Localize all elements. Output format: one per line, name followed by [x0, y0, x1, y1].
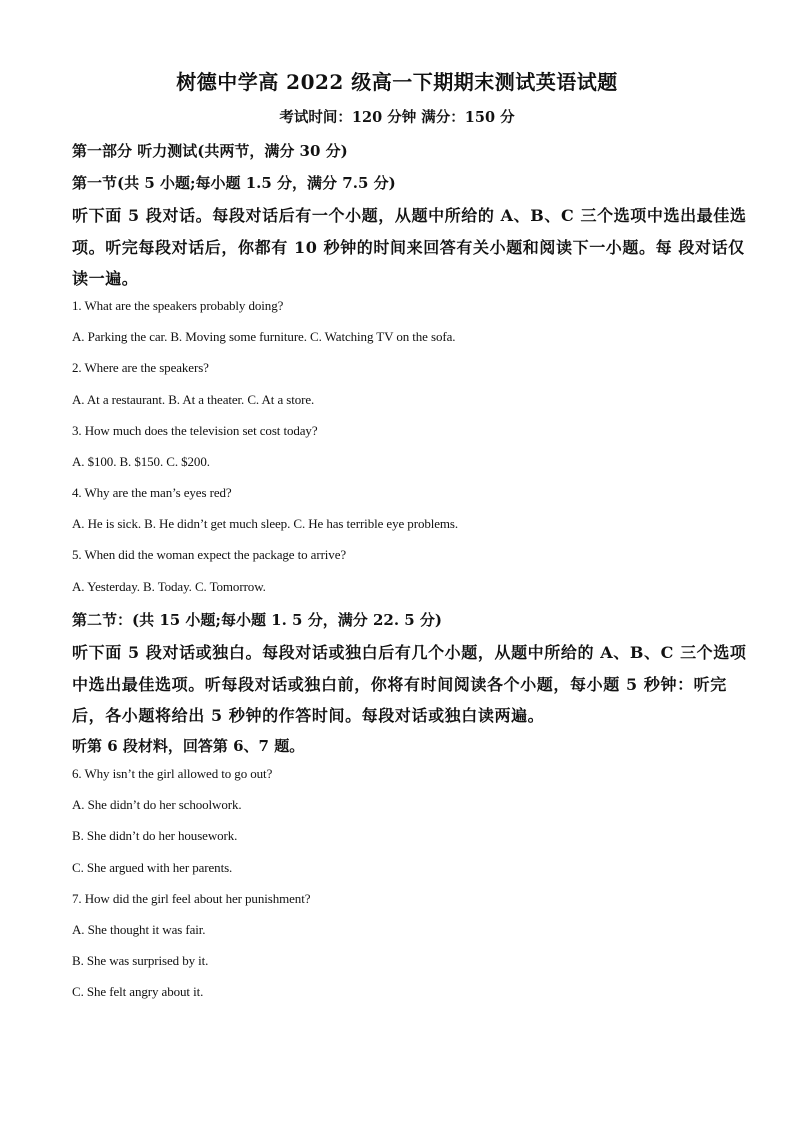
section1-heading: 第一节(共 5 小题;每小题 1.5 分，满分 7.5 分)	[72, 174, 396, 192]
question-2-options: A. At a restaurant. B. At a theater. C. At a store.	[72, 392, 315, 407]
material-6-heading: 听第 6 段材料，回答第 6、7 题。	[72, 737, 305, 755]
question-1-options: A. Parking the car. B. Moving some furniture. C. Watching TV on the sofa.	[72, 329, 456, 344]
section2-instructions-line-3: 后，各小题将给出 5 秒钟的作答时间。每段对话或独白读两遍。	[72, 706, 545, 725]
section2-instructions-line-2: 中选出最佳选项。听每段对话或独白前，你将有时间阅读各个小题，每小题 5 秒钟：听完	[72, 675, 727, 694]
question-7-option-b: B. She was surprised by it.	[72, 953, 209, 968]
question-4: 4. Why are the man’s eyes red?	[72, 485, 232, 500]
part1-heading: 第一部分 听力测试(共两节，满分 30 分)	[72, 142, 348, 160]
section2-heading: 第二节：(共 15 小题;每小题 1. 5 分，满分 22. 5 分)	[72, 611, 443, 629]
exam-title: 树德中学高 2022 级高一下期期末测试英语试题	[176, 70, 618, 94]
section1-instructions-line-2: 项。听完每段对话后，你都有 10 秒钟的时间来回答有关小题和阅读下一小题。每 段对话仅	[72, 238, 745, 257]
question-5: 5. When did the woman expect the package to arrive?	[72, 547, 347, 562]
question-7-option-c: C. She felt angry about it.	[72, 984, 204, 999]
question-6-option-a: A. She didn’t do her schoolwork.	[72, 797, 242, 812]
section1-instructions-line-3: 读一遍。	[72, 269, 139, 288]
question-1: 1. What are the speakers probably doing?	[72, 298, 284, 313]
question-4-options: A. He is sick. B. He didn’t get much sleep. C. He has terrible eye problems.	[72, 516, 459, 531]
question-2: 2. Where are the speakers?	[72, 360, 209, 375]
question-6-option-c: C. She argued with her parents.	[72, 860, 233, 875]
question-6-option-b: B. She didn’t do her housework.	[72, 828, 238, 843]
question-3-options: A. $100. B. $150. C. $200.	[72, 454, 210, 469]
question-7-option-a: A. She thought it was fair.	[72, 922, 206, 937]
exam-time-score: 考试时间：120 分钟 满分：150 分	[279, 109, 515, 126]
question-7: 7. How did the girl feel about her punishment?	[72, 891, 311, 906]
question-6: 6. Why isn’t the girl allowed to go out?	[72, 766, 273, 781]
section2-instructions-line-1: 听下面 5 段对话或独白。每段对话或独白后有几个小题，从题中所给的 A、B、C 三个选项	[72, 643, 747, 662]
question-3: 3. How much does the television set cost today?	[72, 423, 318, 438]
section1-instructions-line-1: 听下面 5 段对话。每段对话后有一个小题，从题中所给的 A、B、C 三个选项中选出最佳选	[72, 206, 747, 225]
question-5-options: A. Yesterday. B. Today. C. Tomorrow.	[72, 579, 266, 594]
